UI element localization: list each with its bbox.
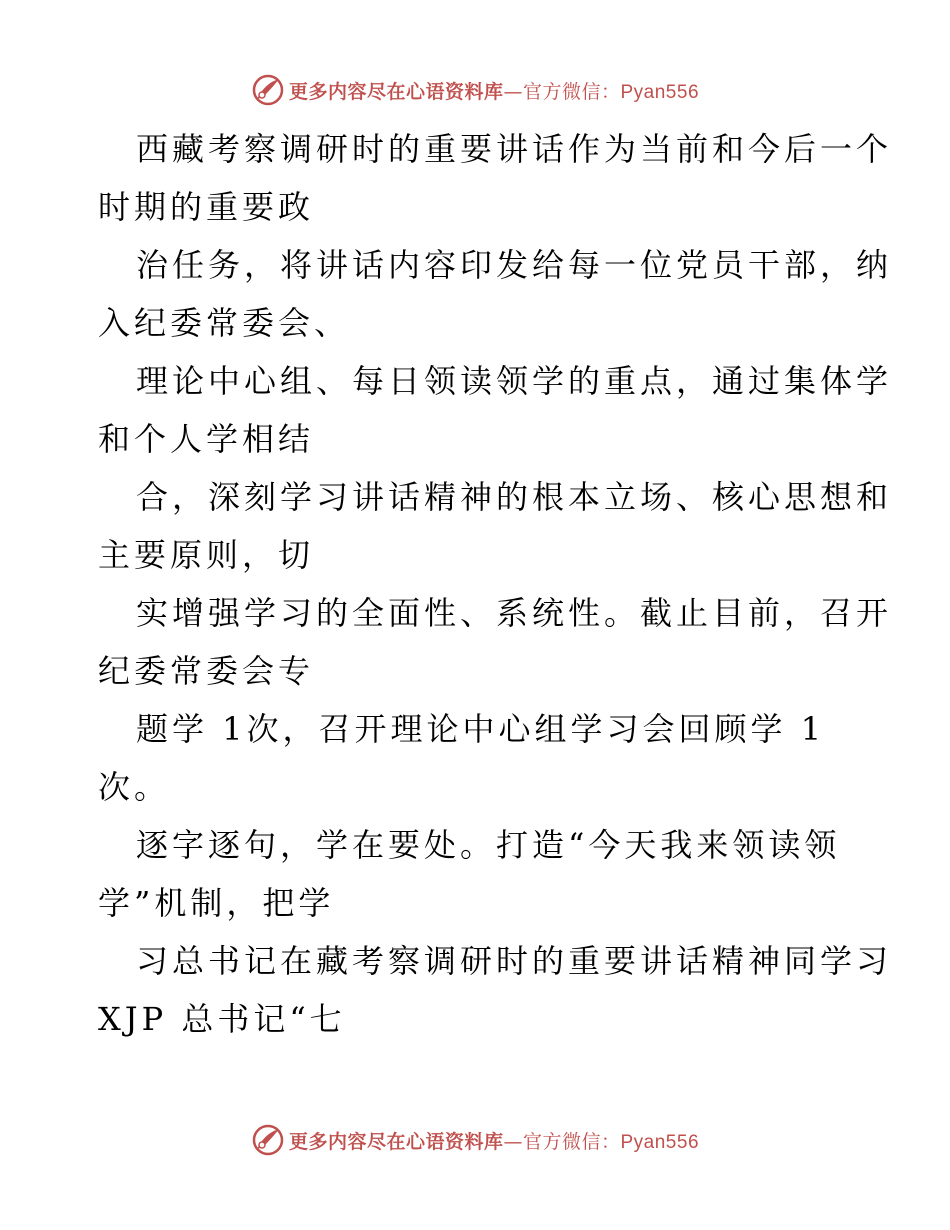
paragraph-line: XJP 总书记“七 <box>98 1000 346 1038</box>
paragraph-line: 逐字逐句，学在要处。打造“今天我来领读领 <box>136 826 841 864</box>
watermark-id-text: Pyan556 <box>620 1131 700 1153</box>
document-body <box>98 120 893 1048</box>
watermark-id-text: Pyan556 <box>620 81 700 103</box>
paragraph-line: 理论中心组、每日领读领学的重点，通过集体学 <box>136 362 893 400</box>
paragraph-6 <box>98 700 858 816</box>
header-watermark <box>0 70 950 110</box>
pen-logo-icon <box>251 73 285 107</box>
paragraph-line: 纪委常委会专 <box>98 652 315 690</box>
paragraph-3 <box>98 352 893 468</box>
watermark-main-text: 更多内容尽在心语资料库 <box>288 80 504 103</box>
paragraph-1 <box>98 120 893 236</box>
paragraph-line: 题学 1次，召开理论中心组学习会回顾学 1 <box>136 710 826 748</box>
paragraph-line: 西藏考察调研时的重要讲话作为当前和今后一个 <box>136 130 893 168</box>
watermark-sub-text: 官方微信： <box>522 80 621 103</box>
paragraph-7 <box>98 816 858 932</box>
paragraph-line: 时期的重要政 <box>98 188 315 226</box>
paragraph-line: 学”机制，把学 <box>98 884 335 922</box>
paragraph-line: 实增强学习的全面性、系统性。截止目前，召开 <box>136 594 893 632</box>
paragraph-line: 入纪委常委会、 <box>98 304 351 342</box>
paragraph-2 <box>98 236 893 352</box>
paragraph-line: 合，深刻学习讲话精神的根本立场、核心思想和 <box>136 478 893 516</box>
paragraph-8 <box>98 932 893 1048</box>
paragraph-line: 和个人学相结 <box>98 420 315 458</box>
paragraph-4 <box>98 468 893 584</box>
footer-watermark <box>0 1120 950 1160</box>
watermark-dash: — <box>503 80 523 103</box>
paragraph-line: 主要原则，切 <box>98 536 315 574</box>
paragraph-line: 习总书记在藏考察调研时的重要讲话精神同学习 <box>136 942 893 980</box>
pen-logo-icon <box>251 1123 285 1157</box>
paragraph-line: 次。 <box>98 768 171 806</box>
watermark-dash: — <box>503 1130 523 1153</box>
watermark-main-text: 更多内容尽在心语资料库 <box>288 1130 504 1153</box>
watermark-sub-text: 官方微信： <box>522 1130 621 1153</box>
paragraph-5 <box>98 584 893 700</box>
paragraph-line: 治任务，将讲话内容印发给每一位党员干部，纳 <box>136 246 893 284</box>
